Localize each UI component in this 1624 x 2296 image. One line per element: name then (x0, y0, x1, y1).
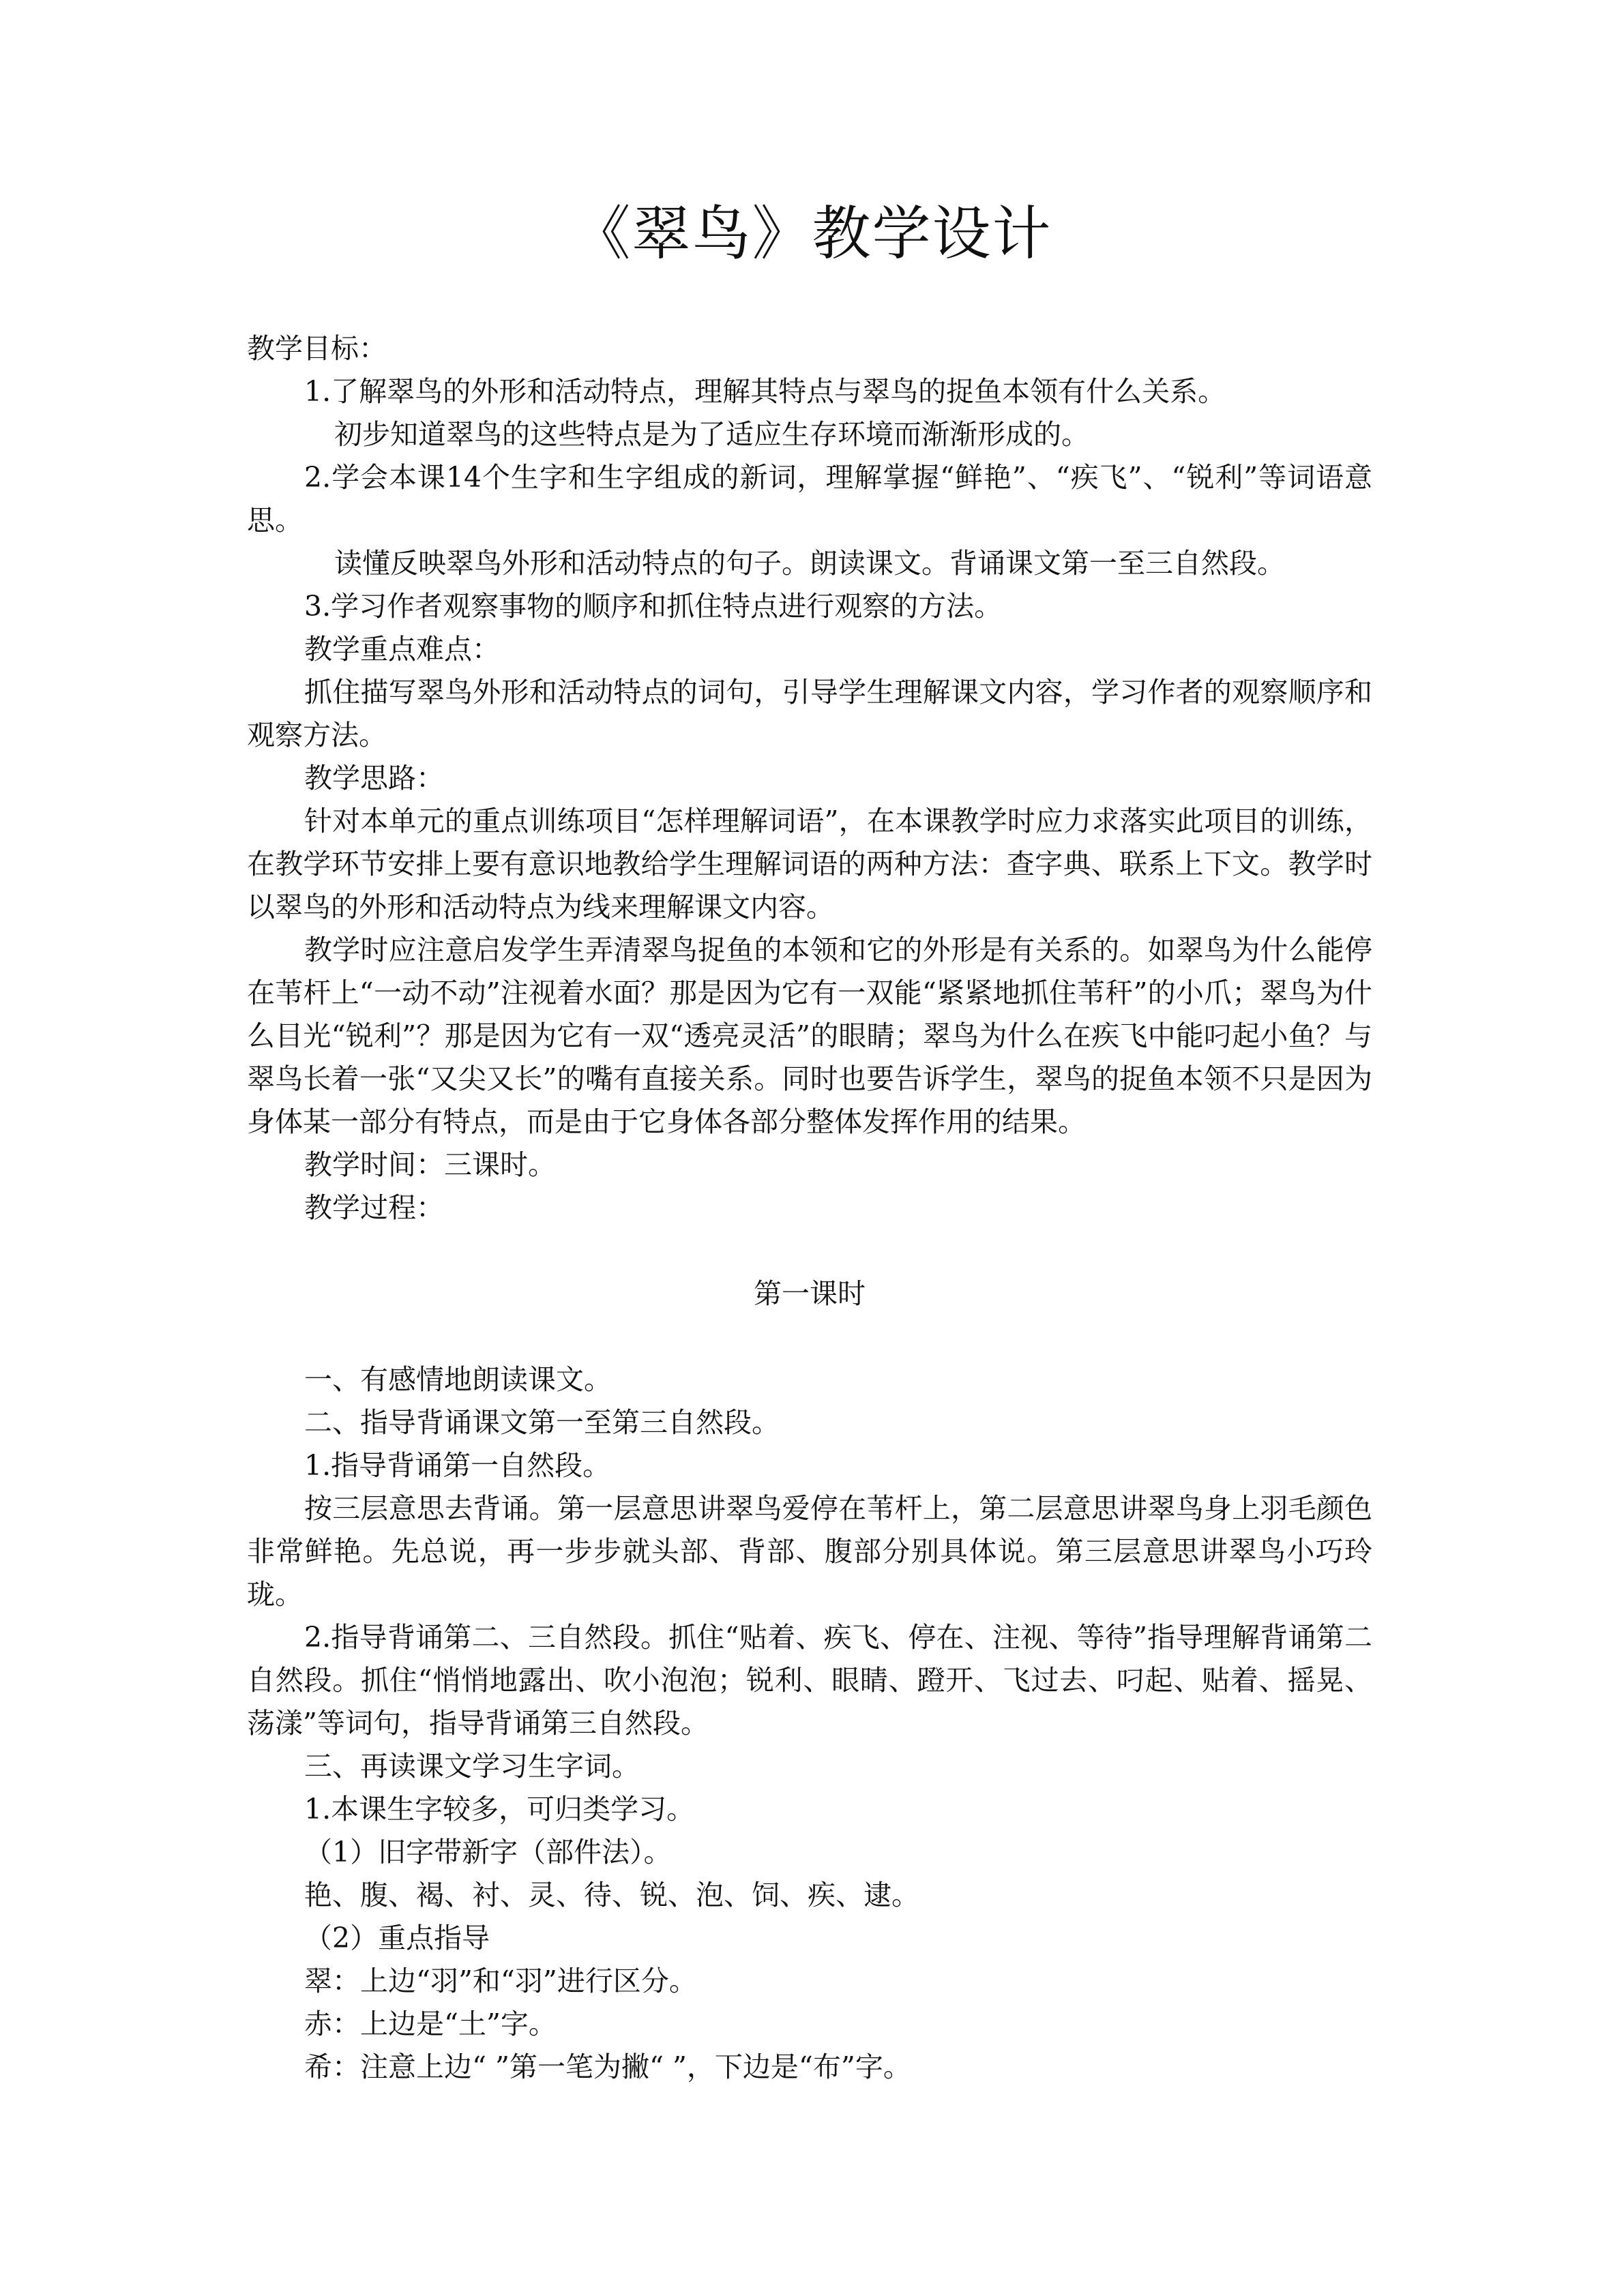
objective-2-detail: 读懂反映翠鸟外形和活动特点的句子。朗读课文。背诵课文第一至三自然段。 (334, 547, 1285, 580)
section-heading-key-points: 教学重点难点： (304, 633, 500, 666)
step-2-item-1-text: 按三层意思去背诵。第一层意思讲翠鸟爱停在苇杆上，第二层意思讲翠鸟身上羽毛颜色非常鲜艳。先总说，再一步步就头部、背部、腹部分别具体说。第三层意思讲翠鸟小巧玲珑。 (247, 1492, 1372, 1611)
character-list: 艳、腹、褐、衬、灵、待、锐、泡、饲、疾、逮。 (304, 1879, 919, 1911)
step-3-item-1: 1.本课生字较多，可归类学习。 (304, 1793, 695, 1825)
lesson-heading-first: 第一课时 (754, 1277, 866, 1310)
approach-paragraph-2: 教学时应注意启发学生弄清翠鸟捉鱼的本领和它的外形是有关系的。如翠鸟为什么能停在苇杆上“一动不动”注视着水面？那是因为它有一双能“紧紧地抓住苇秆”的小爪；翠鸟为什么目光“锐利”？那是因为它有一双“透亮灵活”的眼睛；翠鸟为什么在疾飞中能叼起小鱼？与翠鸟长着一张“又尖又长”的嘴有直接关系。同时也要告诉学生，翠鸟的捉鱼本领不只是因为身体某一部分有特点，而是由于它身体各部分整体发挥作用的结果。 (247, 934, 1372, 1138)
teaching-time: 教学时间：三课时。 (304, 1148, 556, 1181)
document-body (247, 327, 1372, 2089)
section-heading-approach: 教学思路： (304, 762, 444, 794)
objective-1: 1.了解翠鸟的外形和活动特点，理解其特点与翠鸟的捉鱼本领有什么关系。 (304, 375, 1226, 408)
document-title: 《翠鸟》教学设计 (572, 200, 1052, 268)
key-points-text: 抓住描写翠鸟外形和活动特点的词句，引导学生理解课文内容，学习作者的观察顺序和观察方法。 (247, 676, 1372, 751)
character-note-xi: 希：注意上边“ ”第一笔为撇“ ”，下边是“布”字。 (304, 2051, 911, 2083)
character-note-chi: 赤：上边是“土”字。 (304, 2008, 557, 2040)
approach-paragraph-1: 针对本单元的重点训练项目“怎样理解词语”，在本课教学时应力求落实此项目的训练，在教学环节安排上要有意识地教给学生理解词语的两种方法：查字典、联系上下文。教学时以翠鸟的外形和活动特点为线来理解课文内容。 (247, 805, 1372, 923)
objective-3: 3.学习作者观察事物的顺序和抓住特点进行观察的方法。 (304, 590, 1003, 623)
step-1: 一、有感情地朗读课文。 (304, 1363, 612, 1396)
section-heading-process: 教学过程： (304, 1191, 444, 1224)
step-3: 三、再读课文学习生字词。 (304, 1750, 640, 1783)
objective-2: 2.学会本课14个生字和生字组成的新词，理解掌握“鲜艳”、“疾飞”、“锐利”等词语意思。 (247, 461, 1372, 537)
step-3-sub-1: （1）旧字带新字（部件法）。 (304, 1836, 672, 1868)
character-note-cui: 翠：上边“羽”和“羽”进行区分。 (304, 1965, 697, 1997)
step-3-sub-2: （2）重点指导 (304, 1922, 490, 1954)
section-heading-objectives: 教学目标： (247, 332, 387, 365)
step-2: 二、指导背诵课文第一至第三自然段。 (304, 1406, 780, 1439)
step-2-item-1: 1.指导背诵第一自然段。 (304, 1449, 611, 1482)
objective-1-detail: 初步知道翠鸟的这些特点是为了适应生存环境而渐渐形成的。 (334, 418, 1089, 451)
step-2-item-2: 2.指导背诵第二、三自然段。抓住“贴着、疾飞、停在、注视、等待”指导理解背诵第二自然段。抓住“悄悄地露出、吹小泡泡；锐利、眼睛、蹬开、飞过去、叼起、贴着、摇晃、荡漾”等词句，指导背诵第三自然段。 (247, 1621, 1372, 1740)
